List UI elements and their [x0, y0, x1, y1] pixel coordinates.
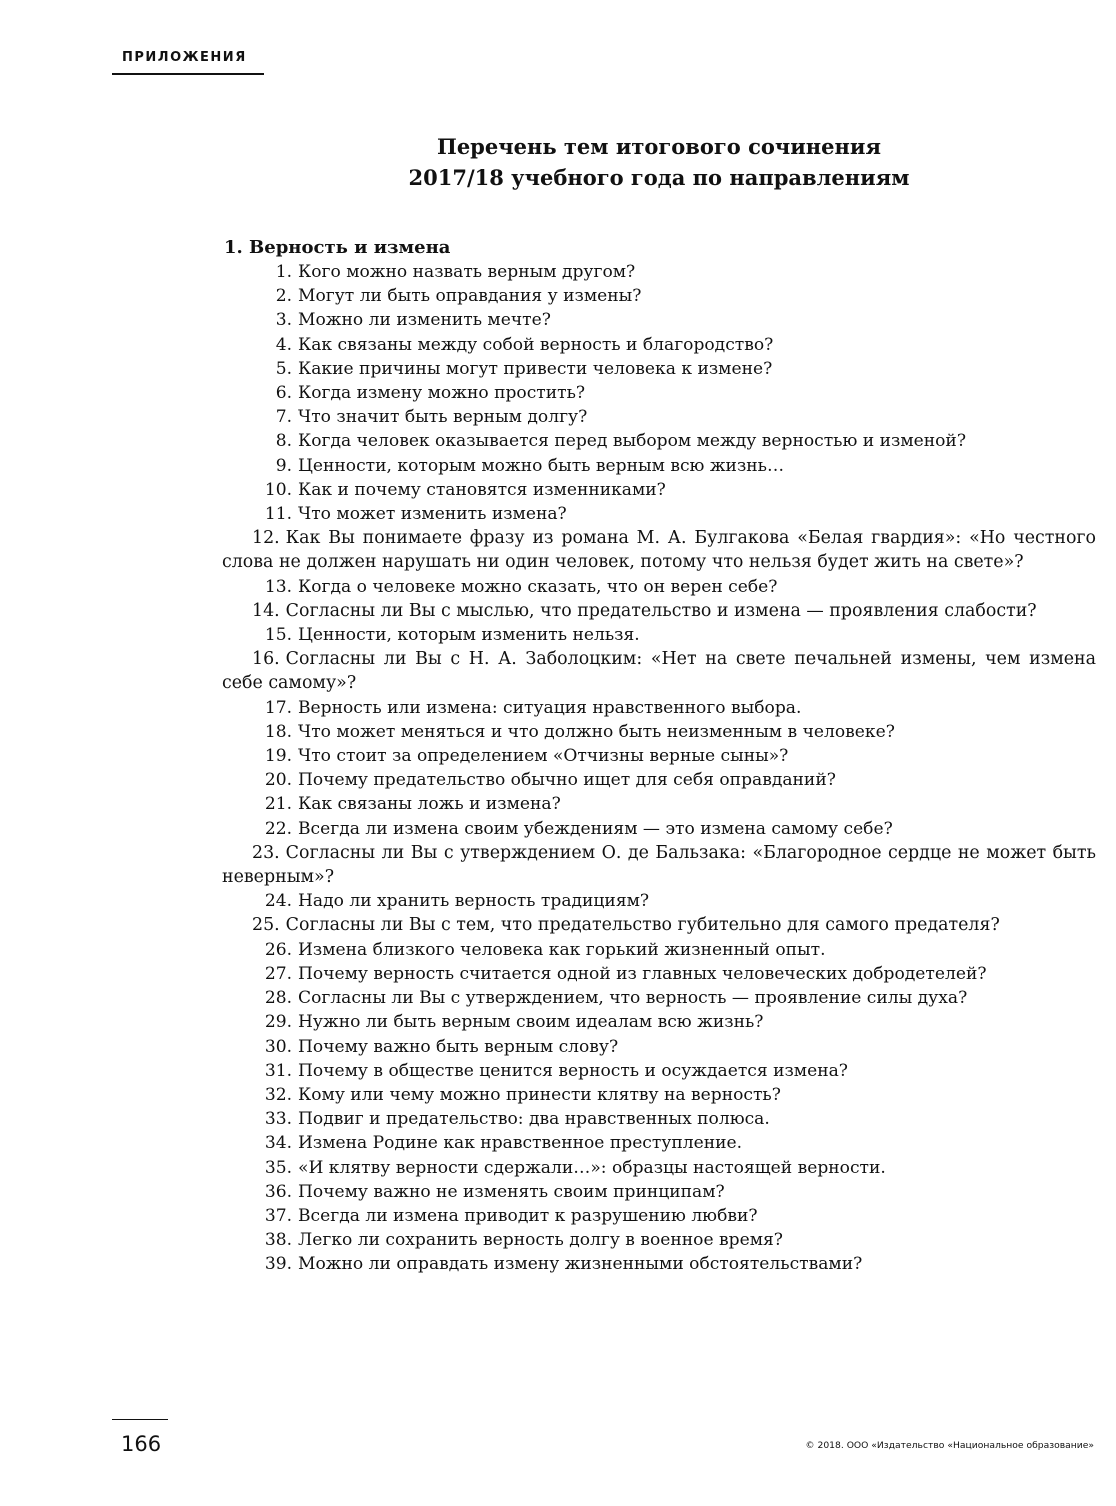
topic-item [222, 1180, 1096, 1204]
topic-number: 12. [252, 528, 280, 549]
topic-text: Как и почему становятся изменниками? [298, 479, 666, 500]
topic-item [222, 454, 1096, 478]
topic-item [222, 1035, 1096, 1059]
topic-text: Всегда ли измена приводит к разрушению любви? [298, 1205, 758, 1226]
topic-number: 26. [264, 939, 292, 960]
topic-item [222, 913, 1096, 937]
topic-text: «И клятву верности сдержали…»: образцы настоящей верности. [298, 1157, 886, 1178]
topic-item [222, 284, 1096, 308]
topic-number: 34. [264, 1133, 292, 1154]
topic-text: Верность или измена: ситуация нравственного выбора. [298, 697, 802, 718]
topic-item [222, 333, 1096, 357]
topic-item [222, 768, 1096, 792]
topic-text: Когда измену можно простить? [298, 383, 586, 404]
topic-item [222, 1252, 1096, 1276]
topic-text: Подвиг и предательство: два нравственных полюса. [298, 1109, 770, 1130]
topic-text: Как Вы понимаете фразу из романа М. А. Булгакова «Белая гвардия»: «Но честного слова не должен нарушать ни один человек, потому что нельзя будет жить на свете»? [222, 528, 1096, 573]
topic-number: 25. [252, 915, 280, 936]
topic-text: Какие причины могут привести человека к измене? [298, 358, 773, 379]
topic-item [222, 1083, 1096, 1107]
topic-number: 21. [264, 794, 292, 815]
topic-text: Согласны ли Вы с утверждением, что верность — проявление силы духа? [298, 988, 968, 1009]
topic-number: 17. [264, 697, 292, 718]
topic-number: 29. [264, 1012, 292, 1033]
topic-number: 1. [275, 262, 292, 282]
page-number: 166 [121, 1432, 162, 1456]
topic-item [222, 599, 1096, 623]
topic-text: Что может изменить измена? [298, 504, 567, 525]
topic-text: Нужно ли быть верным своим идеалам всю жизнь? [298, 1012, 764, 1033]
topic-item [222, 1059, 1096, 1083]
topic-item [222, 841, 1096, 889]
topic-item [222, 405, 1096, 429]
topic-item [222, 260, 1096, 284]
topic-text: Ценности, которым можно быть верным всю жизнь… [298, 455, 785, 476]
topic-item [222, 1156, 1096, 1180]
topic-number: 33. [264, 1109, 292, 1130]
topic-text: Кому или чему можно принести клятву на верность? [298, 1084, 781, 1105]
topic-item [222, 623, 1096, 647]
topic-number: 7. [275, 407, 292, 428]
topic-item [222, 1131, 1096, 1155]
page-title-line-2: 2017/18 учебного года по направлениям [408, 165, 910, 190]
topic-text: Как связаны ложь и измена? [298, 794, 561, 815]
topic-number: 28. [264, 988, 292, 1009]
topic-item [222, 1204, 1096, 1228]
topic-number: 2. [275, 286, 292, 307]
topic-item [222, 575, 1096, 599]
footer-rule [112, 1419, 168, 1420]
topic-text: Всегда ли измена своим убеждениям — это измена самому себе? [298, 818, 893, 839]
topic-item [222, 696, 1096, 720]
topic-text: Что стоит за определением «Отчизны верные сыны»? [298, 746, 789, 767]
topic-number: 38. [264, 1230, 292, 1251]
topic-item [222, 817, 1096, 841]
topic-text: Почему важно быть верным слову? [298, 1036, 619, 1057]
topic-number: 36. [264, 1181, 292, 1202]
topic-text: Измена Родине как нравственное преступление. [298, 1133, 743, 1154]
topic-item [222, 381, 1096, 405]
topic-number: 27. [264, 963, 292, 984]
topic-number: 23. [252, 842, 280, 863]
topic-number: 31. [264, 1060, 292, 1081]
topic-item [222, 962, 1096, 986]
topic-text: Почему предательство обычно ищет для себя оправданий? [298, 770, 836, 791]
topic-number: 9. [275, 455, 292, 476]
topic-item [222, 1107, 1096, 1131]
topic-text: Кого можно назвать верным другом? [298, 262, 636, 282]
topic-text: Согласны ли Вы с мыслью, что предательство и измена — проявления слабости? [285, 600, 1037, 621]
topic-text: Можно ли оправдать измену жизненными обстоятельствами? [298, 1254, 863, 1275]
topic-number: 22. [264, 818, 292, 839]
topic-text: Как связаны между собой верность и благородство? [298, 334, 774, 355]
topic-number: 15. [264, 625, 292, 646]
topic-item [222, 792, 1096, 816]
topic-item [222, 357, 1096, 381]
running-head-rule [112, 73, 264, 75]
topic-number: 11. [264, 504, 292, 525]
topic-item [222, 744, 1096, 768]
topic-number: 35. [264, 1157, 292, 1178]
topic-text: Что значит быть верным долгу? [298, 407, 588, 428]
topic-number: 6. [275, 383, 292, 404]
topic-number: 32. [264, 1084, 292, 1105]
topic-number: 8. [275, 431, 292, 452]
topic-number: 5. [275, 358, 292, 379]
topic-item [222, 308, 1096, 332]
topic-item [222, 647, 1096, 695]
topic-item [222, 526, 1096, 574]
topic-number: 10. [264, 479, 292, 500]
topic-text: Ценности, которым изменить нельзя. [298, 625, 640, 646]
topic-text: Почему верность считается одной из главных человеческих добродетелей? [298, 963, 987, 984]
topic-number: 20. [264, 770, 292, 791]
running-head: ПРИЛОЖЕНИЯ [122, 50, 247, 65]
topic-item [222, 720, 1096, 744]
topic-item [222, 478, 1096, 502]
topic-number: 3. [275, 310, 292, 331]
topic-number: 30. [264, 1036, 292, 1057]
topic-text: Когда о человеке можно сказать, что он верен себе? [298, 576, 778, 597]
topic-item [222, 429, 1096, 453]
topic-number: 13. [264, 576, 292, 597]
topic-text: Согласны ли Вы с тем, что предательство губительно для самого предателя? [285, 915, 1000, 936]
topic-text: Можно ли изменить мечте? [298, 310, 551, 331]
topic-item [222, 1228, 1096, 1252]
topic-text: Надо ли хранить верность традициям? [298, 891, 650, 912]
topic-text: Измена близкого человека как горький жизненный опыт. [298, 939, 826, 960]
section-heading: 1. Верность и измена [224, 237, 451, 258]
topic-text: Что может меняться и что должно быть неизменным в человеке? [298, 721, 895, 742]
topic-item [222, 502, 1096, 526]
page-title-line-1: Перечень тем итогового сочинения [436, 134, 881, 159]
topic-item [222, 1010, 1096, 1034]
topic-text: Согласны ли Вы с утверждением О. де Бальзака: «Благородное сердце не может быть неверным»? [222, 842, 1096, 888]
topic-number: 14. [252, 600, 280, 621]
topic-text: Легко ли сохранить верность долгу в военное время? [298, 1230, 783, 1251]
page-title [222, 131, 1096, 193]
topic-text: Почему важно не изменять своим принципам? [298, 1181, 725, 1202]
topic-text: Могут ли быть оправдания у измены? [298, 286, 642, 307]
topic-list [222, 260, 1096, 1277]
topic-number: 19. [264, 746, 292, 767]
topic-number: 4. [275, 334, 292, 355]
topic-text: Почему в обществе ценится верность и осуждается измена? [298, 1060, 848, 1081]
topic-number: 18. [264, 721, 292, 742]
topic-number: 37. [264, 1205, 292, 1226]
topic-item [222, 889, 1096, 913]
topic-item [222, 986, 1096, 1010]
topic-number: 16. [252, 649, 280, 670]
topic-number: 39. [264, 1254, 292, 1275]
topic-item [222, 938, 1096, 962]
topic-text: Когда человек оказывается перед выбором между верностью и изменой? [298, 431, 966, 452]
topic-text: Согласны ли Вы с Н. А. Заболоцким: «Нет на свете печальней измены, чем измена себе самому»? [222, 649, 1096, 694]
copyright-notice: © 2018. ООО «Издательство «Национальное образование» [805, 1440, 1094, 1451]
topic-number: 24. [264, 891, 292, 912]
